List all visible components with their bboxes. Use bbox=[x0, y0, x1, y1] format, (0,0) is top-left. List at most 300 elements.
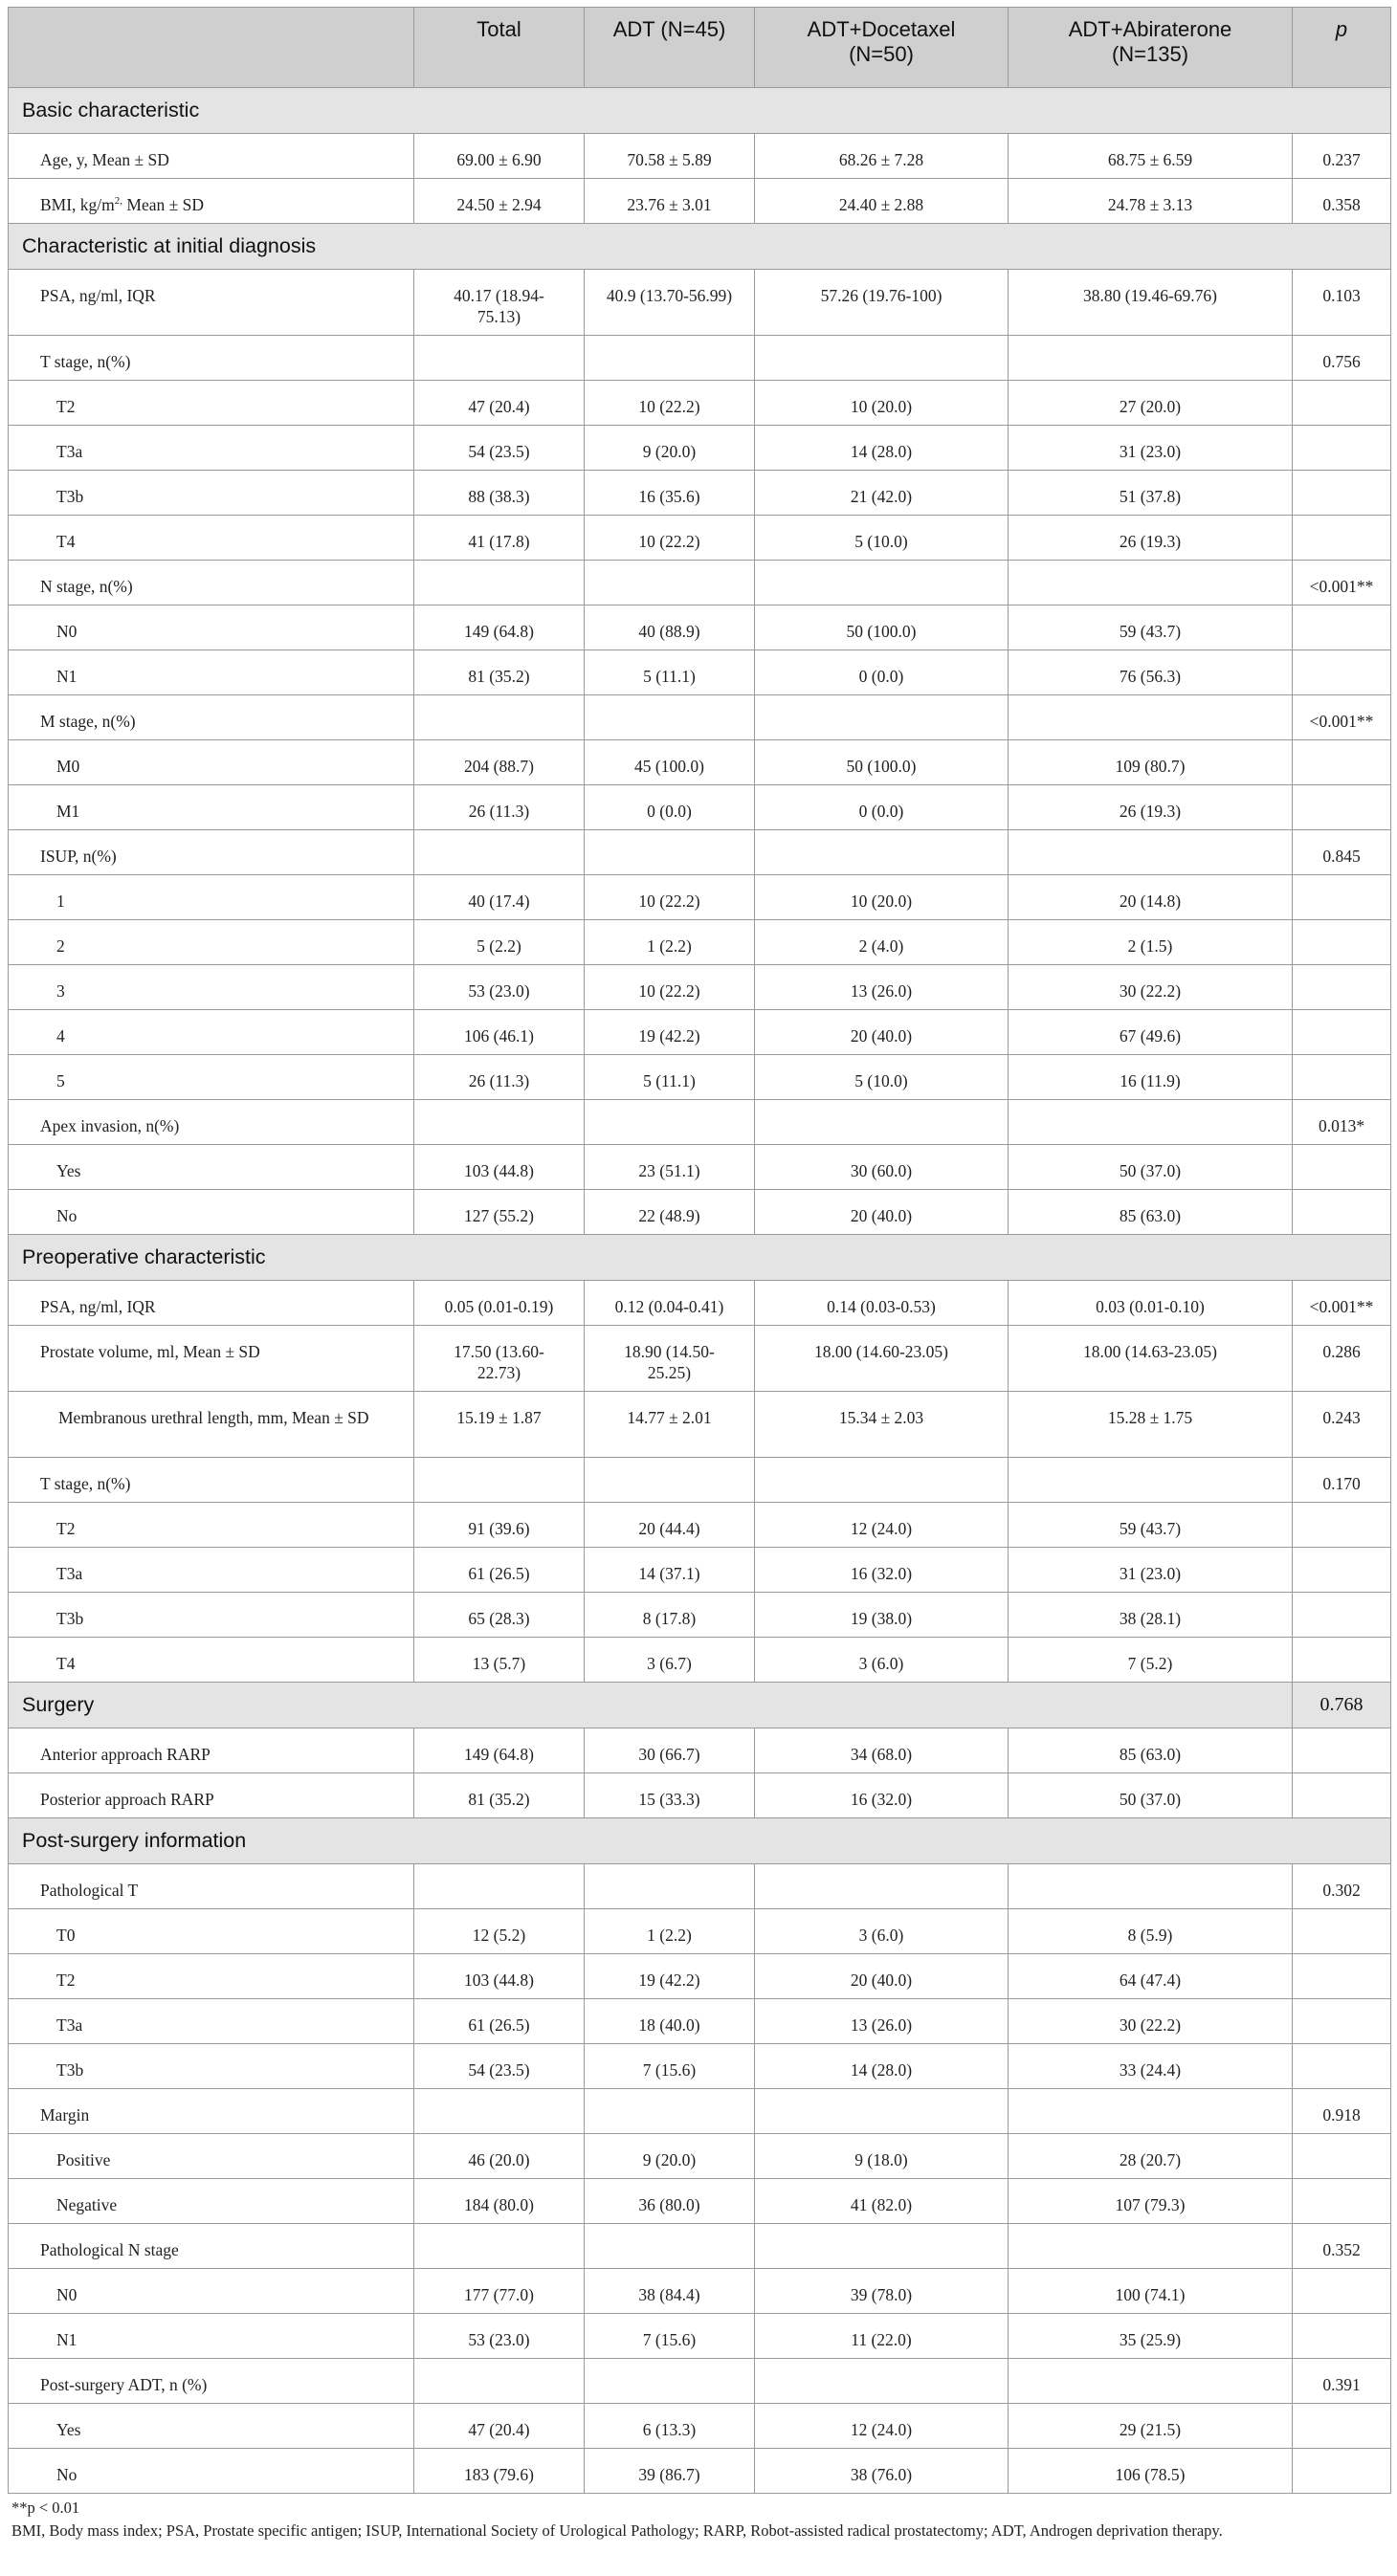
cell-adt-abiraterone: 26 (19.3) bbox=[1009, 516, 1293, 561]
row-label: M stage, n(%) bbox=[9, 695, 414, 740]
row-label: ISUP, n(%) bbox=[9, 830, 414, 875]
table-row bbox=[9, 2089, 1391, 2134]
row-label: Pathological T bbox=[9, 1864, 414, 1909]
cell-adt-abiraterone bbox=[1009, 1100, 1293, 1145]
cell-p-value bbox=[1293, 740, 1391, 785]
table-row bbox=[9, 830, 1391, 875]
cell-p-value bbox=[1293, 1954, 1391, 1999]
cell-adt-docetaxel: 3 (6.0) bbox=[755, 1638, 1009, 1683]
header-adt-abiraterone: ADT+Abiraterone (N=135) bbox=[1009, 8, 1293, 88]
cell-total: 26 (11.3) bbox=[414, 785, 585, 830]
header-p-value: p bbox=[1293, 8, 1391, 88]
row-label: 3 bbox=[9, 965, 414, 1010]
row-label: T3b bbox=[9, 2044, 414, 2089]
cell-adt: 9 (20.0) bbox=[585, 426, 755, 471]
cell-p-value: 0.170 bbox=[1293, 1458, 1391, 1503]
cell-adt-docetaxel: 14 (28.0) bbox=[755, 2044, 1009, 2089]
cell-total bbox=[414, 1100, 585, 1145]
cell-p-value bbox=[1293, 1909, 1391, 1954]
cell-adt: 39 (86.7) bbox=[585, 2449, 755, 2494]
table-row bbox=[9, 2449, 1391, 2494]
characteristics-table bbox=[8, 7, 1391, 2494]
cell-p-value bbox=[1293, 381, 1391, 426]
cell-total: 13 (5.7) bbox=[414, 1638, 585, 1683]
cell-p-value bbox=[1293, 2044, 1391, 2089]
cell-adt-abiraterone: 67 (49.6) bbox=[1009, 1010, 1293, 1055]
row-label: T3a bbox=[9, 1548, 414, 1593]
cell-adt-docetaxel bbox=[755, 2224, 1009, 2269]
cell-adt: 40.9 (13.70-56.99) bbox=[585, 270, 755, 336]
cell-adt-abiraterone: 26 (19.3) bbox=[1009, 785, 1293, 830]
cell-adt: 5 (11.1) bbox=[585, 650, 755, 695]
table-row bbox=[9, 965, 1391, 1010]
cell-adt-abiraterone: 2 (1.5) bbox=[1009, 920, 1293, 965]
cell-adt-docetaxel: 2 (4.0) bbox=[755, 920, 1009, 965]
row-label: N stage, n(%) bbox=[9, 561, 414, 605]
cell-adt-abiraterone bbox=[1009, 1458, 1293, 1503]
cell-adt-docetaxel bbox=[755, 1100, 1009, 1145]
cell-adt-docetaxel bbox=[755, 2089, 1009, 2134]
cell-adt-abiraterone: 35 (25.9) bbox=[1009, 2314, 1293, 2359]
table-row bbox=[9, 561, 1391, 605]
cell-adt: 22 (48.9) bbox=[585, 1190, 755, 1235]
cell-total: 103 (44.8) bbox=[414, 1954, 585, 1999]
cell-p-value bbox=[1293, 1055, 1391, 1100]
cell-adt-docetaxel: 21 (42.0) bbox=[755, 471, 1009, 516]
cell-adt-abiraterone: 109 (80.7) bbox=[1009, 740, 1293, 785]
table-row bbox=[9, 2179, 1391, 2224]
cell-adt-docetaxel: 13 (26.0) bbox=[755, 965, 1009, 1010]
cell-p-value bbox=[1293, 516, 1391, 561]
section-p-value: 0.768 bbox=[1293, 1683, 1391, 1728]
cell-adt-abiraterone bbox=[1009, 561, 1293, 605]
table-row bbox=[9, 179, 1391, 224]
cell-adt-abiraterone bbox=[1009, 2089, 1293, 2134]
table-row bbox=[9, 1458, 1391, 1503]
row-label: Positive bbox=[9, 2134, 414, 2179]
section-title: Basic characteristic bbox=[9, 88, 1391, 134]
table-row bbox=[9, 785, 1391, 830]
row-label-suffix: Mean ± SD bbox=[122, 195, 204, 214]
cell-total bbox=[414, 2359, 585, 2404]
table-row bbox=[9, 1392, 1391, 1458]
cell-adt: 15 (33.3) bbox=[585, 1773, 755, 1818]
cell-adt-docetaxel: 10 (20.0) bbox=[755, 381, 1009, 426]
cell-adt: 70.58 ± 5.89 bbox=[585, 134, 755, 179]
cell-p-value bbox=[1293, 2179, 1391, 2224]
table-row bbox=[9, 695, 1391, 740]
cell-adt: 7 (15.6) bbox=[585, 2044, 755, 2089]
row-label: T3a bbox=[9, 1999, 414, 2044]
cell-adt-docetaxel bbox=[755, 2359, 1009, 2404]
cell-adt-abiraterone: 29 (21.5) bbox=[1009, 2404, 1293, 2449]
cell-total: 61 (26.5) bbox=[414, 1548, 585, 1593]
cell-adt-abiraterone: 16 (11.9) bbox=[1009, 1055, 1293, 1100]
table-row bbox=[9, 1954, 1391, 1999]
cell-p-value: 0.391 bbox=[1293, 2359, 1391, 2404]
cell-adt-abiraterone: 85 (63.0) bbox=[1009, 1190, 1293, 1235]
row-label: Negative bbox=[9, 2179, 414, 2224]
cell-adt bbox=[585, 695, 755, 740]
cell-adt bbox=[585, 336, 755, 381]
row-label: 4 bbox=[9, 1010, 414, 1055]
cell-adt: 10 (22.2) bbox=[585, 516, 755, 561]
cell-p-value bbox=[1293, 1010, 1391, 1055]
cell-adt bbox=[585, 830, 755, 875]
table-row bbox=[9, 516, 1391, 561]
cell-adt-docetaxel: 19 (38.0) bbox=[755, 1593, 1009, 1638]
cell-adt-docetaxel: 14 (28.0) bbox=[755, 426, 1009, 471]
cell-adt-abiraterone: 7 (5.2) bbox=[1009, 1638, 1293, 1683]
cell-adt: 8 (17.8) bbox=[585, 1593, 755, 1638]
row-label: 1 bbox=[9, 875, 414, 920]
cell-adt-docetaxel: 13 (26.0) bbox=[755, 1999, 1009, 2044]
cell-p-value bbox=[1293, 426, 1391, 471]
table-row bbox=[9, 1638, 1391, 1683]
cell-adt: 3 (6.7) bbox=[585, 1638, 755, 1683]
section-title: Surgery bbox=[9, 1683, 1293, 1728]
cell-p-value: <0.001** bbox=[1293, 695, 1391, 740]
cell-adt-abiraterone: 59 (43.7) bbox=[1009, 605, 1293, 650]
cell-total: 5 (2.2) bbox=[414, 920, 585, 965]
cell-adt-abiraterone bbox=[1009, 2224, 1293, 2269]
cell-adt-abiraterone: 0.03 (0.01-0.10) bbox=[1009, 1281, 1293, 1326]
table-row bbox=[9, 2269, 1391, 2314]
row-label: No bbox=[9, 2449, 414, 2494]
cell-total bbox=[414, 695, 585, 740]
row-label: Age, y, Mean ± SD bbox=[9, 134, 414, 179]
cell-adt-abiraterone: 100 (74.1) bbox=[1009, 2269, 1293, 2314]
row-label: Prostate volume, ml, Mean ± SD bbox=[9, 1326, 414, 1392]
row-label: Post-surgery ADT, n (%) bbox=[9, 2359, 414, 2404]
cell-p-value: 0.286 bbox=[1293, 1326, 1391, 1392]
footnote-abbreviations: BMI, Body mass index; PSA, Prostate specific antigen; ISUP, International Society of Urological Pathology; RARP, Robot-assisted radical prostatectomy; ADT, Androgen deprivation therapy. bbox=[11, 2521, 1223, 2540]
cell-adt: 30 (66.7) bbox=[585, 1728, 755, 1773]
cell-adt-docetaxel: 20 (40.0) bbox=[755, 1190, 1009, 1235]
cell-total bbox=[414, 1458, 585, 1503]
cell-p-value bbox=[1293, 1728, 1391, 1773]
table-row bbox=[9, 1100, 1391, 1145]
table-row bbox=[9, 426, 1391, 471]
cell-adt-abiraterone: 15.28 ± 1.75 bbox=[1009, 1392, 1293, 1458]
cell-adt-docetaxel: 5 (10.0) bbox=[755, 516, 1009, 561]
cell-adt: 19 (42.2) bbox=[585, 1954, 755, 1999]
cell-total: 184 (80.0) bbox=[414, 2179, 585, 2224]
cell-p-value bbox=[1293, 471, 1391, 516]
cell-adt-docetaxel: 0 (0.0) bbox=[755, 785, 1009, 830]
cell-total: 88 (38.3) bbox=[414, 471, 585, 516]
row-label: T3a bbox=[9, 426, 414, 471]
cell-adt-abiraterone: 24.78 ± 3.13 bbox=[1009, 179, 1293, 224]
cell-adt-docetaxel: 57.26 (19.76-100) bbox=[755, 270, 1009, 336]
row-label: 5 bbox=[9, 1055, 414, 1100]
row-label: T3b bbox=[9, 471, 414, 516]
header-row bbox=[9, 8, 1391, 88]
cell-adt: 16 (35.6) bbox=[585, 471, 755, 516]
cell-total: 69.00 ± 6.90 bbox=[414, 134, 585, 179]
cell-adt-abiraterone bbox=[1009, 336, 1293, 381]
cell-adt-abiraterone: 85 (63.0) bbox=[1009, 1728, 1293, 1773]
cell-p-value bbox=[1293, 605, 1391, 650]
cell-adt: 20 (44.4) bbox=[585, 1503, 755, 1548]
cell-adt-abiraterone: 50 (37.0) bbox=[1009, 1773, 1293, 1818]
cell-total: 81 (35.2) bbox=[414, 650, 585, 695]
section-row bbox=[9, 1683, 1391, 1728]
row-label: PSA, ng/ml, IQR bbox=[9, 1281, 414, 1326]
cell-adt-abiraterone: 76 (56.3) bbox=[1009, 650, 1293, 695]
cell-p-value bbox=[1293, 1145, 1391, 1190]
cell-adt-abiraterone: 38 (28.1) bbox=[1009, 1593, 1293, 1638]
cell-total: 24.50 ± 2.94 bbox=[414, 179, 585, 224]
cell-adt: 0.12 (0.04-0.41) bbox=[585, 1281, 755, 1326]
row-label: Apex invasion, n(%) bbox=[9, 1100, 414, 1145]
cell-total: 127 (55.2) bbox=[414, 1190, 585, 1235]
row-label bbox=[9, 179, 414, 224]
cell-adt: 18.90 (14.50-25.25) bbox=[585, 1326, 755, 1392]
cell-adt bbox=[585, 1864, 755, 1909]
cell-total: 106 (46.1) bbox=[414, 1010, 585, 1055]
cell-adt: 38 (84.4) bbox=[585, 2269, 755, 2314]
cell-total bbox=[414, 336, 585, 381]
row-label: N0 bbox=[9, 605, 414, 650]
table-row bbox=[9, 270, 1391, 336]
cell-p-value bbox=[1293, 650, 1391, 695]
row-label: N1 bbox=[9, 650, 414, 695]
cell-adt-abiraterone: 8 (5.9) bbox=[1009, 1909, 1293, 1954]
cell-adt-docetaxel bbox=[755, 1458, 1009, 1503]
table-row bbox=[9, 605, 1391, 650]
cell-adt-abiraterone: 51 (37.8) bbox=[1009, 471, 1293, 516]
cell-p-value: <0.001** bbox=[1293, 561, 1391, 605]
row-label: T2 bbox=[9, 1503, 414, 1548]
cell-adt-docetaxel: 24.40 ± 2.88 bbox=[755, 179, 1009, 224]
cell-adt-docetaxel: 18.00 (14.60-23.05) bbox=[755, 1326, 1009, 1392]
cell-p-value bbox=[1293, 2404, 1391, 2449]
cell-adt-abiraterone: 18.00 (14.63-23.05) bbox=[1009, 1326, 1293, 1392]
cell-adt-docetaxel: 0 (0.0) bbox=[755, 650, 1009, 695]
table-row bbox=[9, 381, 1391, 426]
cell-adt: 9 (20.0) bbox=[585, 2134, 755, 2179]
cell-adt-abiraterone: 68.75 ± 6.59 bbox=[1009, 134, 1293, 179]
header-label bbox=[9, 8, 414, 88]
row-label: T stage, n(%) bbox=[9, 1458, 414, 1503]
cell-adt-docetaxel: 30 (60.0) bbox=[755, 1145, 1009, 1190]
cell-total: 54 (23.5) bbox=[414, 426, 585, 471]
table-row bbox=[9, 471, 1391, 516]
table-row bbox=[9, 1864, 1391, 1909]
row-label: N1 bbox=[9, 2314, 414, 2359]
cell-adt-docetaxel: 10 (20.0) bbox=[755, 875, 1009, 920]
cell-adt: 23 (51.1) bbox=[585, 1145, 755, 1190]
cell-p-value bbox=[1293, 2314, 1391, 2359]
cell-adt bbox=[585, 2224, 755, 2269]
cell-total: 0.05 (0.01-0.19) bbox=[414, 1281, 585, 1326]
table-row bbox=[9, 1999, 1391, 2044]
table-row bbox=[9, 1503, 1391, 1548]
cell-total: 149 (64.8) bbox=[414, 605, 585, 650]
cell-total: 54 (23.5) bbox=[414, 2044, 585, 2089]
superscript: 2, bbox=[114, 195, 123, 208]
cell-adt: 0 (0.0) bbox=[585, 785, 755, 830]
cell-adt: 1 (2.2) bbox=[585, 920, 755, 965]
row-label: 2 bbox=[9, 920, 414, 965]
cell-adt-abiraterone: 31 (23.0) bbox=[1009, 426, 1293, 471]
table-row bbox=[9, 1728, 1391, 1773]
cell-adt-abiraterone: 28 (20.7) bbox=[1009, 2134, 1293, 2179]
cell-adt-docetaxel: 12 (24.0) bbox=[755, 2404, 1009, 2449]
row-label: Yes bbox=[9, 2404, 414, 2449]
cell-adt-docetaxel: 16 (32.0) bbox=[755, 1548, 1009, 1593]
cell-adt-docetaxel: 38 (76.0) bbox=[755, 2449, 1009, 2494]
cell-p-value: <0.001** bbox=[1293, 1281, 1391, 1326]
cell-adt: 19 (42.2) bbox=[585, 1010, 755, 1055]
table-row bbox=[9, 875, 1391, 920]
cell-adt-abiraterone: 59 (43.7) bbox=[1009, 1503, 1293, 1548]
cell-p-value bbox=[1293, 1773, 1391, 1818]
row-label: T4 bbox=[9, 516, 414, 561]
cell-adt: 1 (2.2) bbox=[585, 1909, 755, 1954]
footnotes bbox=[8, 2497, 1390, 2543]
cell-adt-docetaxel bbox=[755, 1864, 1009, 1909]
cell-adt-abiraterone: 20 (14.8) bbox=[1009, 875, 1293, 920]
table-row bbox=[9, 920, 1391, 965]
row-label: Anterior approach RARP bbox=[9, 1728, 414, 1773]
cell-adt bbox=[585, 1100, 755, 1145]
cell-adt-docetaxel: 15.34 ± 2.03 bbox=[755, 1392, 1009, 1458]
cell-total: 26 (11.3) bbox=[414, 1055, 585, 1100]
cell-adt-abiraterone: 106 (78.5) bbox=[1009, 2449, 1293, 2494]
row-label: M1 bbox=[9, 785, 414, 830]
row-label: Membranous urethral length, mm, Mean ± SD bbox=[9, 1392, 414, 1458]
table-row bbox=[9, 1145, 1391, 1190]
row-label: M0 bbox=[9, 740, 414, 785]
footnote-significance: **p < 0.01 bbox=[11, 2499, 80, 2517]
cell-total bbox=[414, 2224, 585, 2269]
section-title: Characteristic at initial diagnosis bbox=[9, 224, 1391, 270]
cell-adt-abiraterone: 30 (22.2) bbox=[1009, 965, 1293, 1010]
cell-adt: 6 (13.3) bbox=[585, 2404, 755, 2449]
cell-p-value bbox=[1293, 875, 1391, 920]
header-total: Total bbox=[414, 8, 585, 88]
cell-p-value bbox=[1293, 2134, 1391, 2179]
row-label: N0 bbox=[9, 2269, 414, 2314]
cell-total: 15.19 ± 1.87 bbox=[414, 1392, 585, 1458]
cell-adt-abiraterone: 30 (22.2) bbox=[1009, 1999, 1293, 2044]
cell-p-value bbox=[1293, 1190, 1391, 1235]
cell-adt: 10 (22.2) bbox=[585, 875, 755, 920]
cell-adt: 18 (40.0) bbox=[585, 1999, 755, 2044]
cell-p-value bbox=[1293, 2269, 1391, 2314]
cell-adt: 14 (37.1) bbox=[585, 1548, 755, 1593]
cell-p-value: 0.918 bbox=[1293, 2089, 1391, 2134]
table-row bbox=[9, 1909, 1391, 1954]
cell-adt-abiraterone bbox=[1009, 695, 1293, 740]
cell-adt-docetaxel: 5 (10.0) bbox=[755, 1055, 1009, 1100]
table-row bbox=[9, 1773, 1391, 1818]
cell-total bbox=[414, 830, 585, 875]
cell-adt-docetaxel: 12 (24.0) bbox=[755, 1503, 1009, 1548]
cell-adt-docetaxel bbox=[755, 561, 1009, 605]
cell-adt-abiraterone: 107 (79.3) bbox=[1009, 2179, 1293, 2224]
cell-adt-docetaxel bbox=[755, 695, 1009, 740]
cell-p-value bbox=[1293, 965, 1391, 1010]
cell-total: 53 (23.0) bbox=[414, 2314, 585, 2359]
row-label: T2 bbox=[9, 1954, 414, 1999]
cell-adt-abiraterone bbox=[1009, 830, 1293, 875]
cell-p-value bbox=[1293, 1548, 1391, 1593]
cell-p-value: 0.358 bbox=[1293, 179, 1391, 224]
cell-p-value: 0.756 bbox=[1293, 336, 1391, 381]
table-container bbox=[8, 7, 1390, 2543]
cell-p-value bbox=[1293, 1638, 1391, 1683]
cell-total: 61 (26.5) bbox=[414, 1999, 585, 2044]
cell-adt-docetaxel bbox=[755, 336, 1009, 381]
section-title: Preoperative characteristic bbox=[9, 1235, 1391, 1281]
cell-p-value: 0.237 bbox=[1293, 134, 1391, 179]
cell-adt: 14.77 ± 2.01 bbox=[585, 1392, 755, 1458]
cell-adt-abiraterone: 64 (47.4) bbox=[1009, 1954, 1293, 1999]
cell-adt bbox=[585, 2359, 755, 2404]
table-row bbox=[9, 134, 1391, 179]
cell-total: 12 (5.2) bbox=[414, 1909, 585, 1954]
section-title: Post-surgery information bbox=[9, 1818, 1391, 1864]
cell-adt-abiraterone: 38.80 (19.46-69.76) bbox=[1009, 270, 1293, 336]
section-row bbox=[9, 88, 1391, 134]
cell-adt bbox=[585, 1458, 755, 1503]
table-row bbox=[9, 740, 1391, 785]
table-row bbox=[9, 1010, 1391, 1055]
cell-total: 46 (20.0) bbox=[414, 2134, 585, 2179]
cell-adt-abiraterone: 27 (20.0) bbox=[1009, 381, 1293, 426]
cell-total: 183 (79.6) bbox=[414, 2449, 585, 2494]
table-row bbox=[9, 2359, 1391, 2404]
cell-p-value bbox=[1293, 1503, 1391, 1548]
cell-adt: 45 (100.0) bbox=[585, 740, 755, 785]
table-row bbox=[9, 1281, 1391, 1326]
cell-adt-docetaxel: 3 (6.0) bbox=[755, 1909, 1009, 1954]
table-row bbox=[9, 1190, 1391, 1235]
section-row bbox=[9, 1235, 1391, 1281]
cell-adt-docetaxel: 20 (40.0) bbox=[755, 1010, 1009, 1055]
cell-p-value: 0.013* bbox=[1293, 1100, 1391, 1145]
cell-total bbox=[414, 2089, 585, 2134]
cell-adt: 23.76 ± 3.01 bbox=[585, 179, 755, 224]
table-body bbox=[9, 88, 1391, 2494]
cell-total: 40 (17.4) bbox=[414, 875, 585, 920]
row-label: Yes bbox=[9, 1145, 414, 1190]
table-row bbox=[9, 2134, 1391, 2179]
cell-adt-abiraterone: 31 (23.0) bbox=[1009, 1548, 1293, 1593]
cell-p-value: 0.243 bbox=[1293, 1392, 1391, 1458]
cell-adt-docetaxel: 50 (100.0) bbox=[755, 605, 1009, 650]
header-adt: ADT (N=45) bbox=[585, 8, 755, 88]
cell-total bbox=[414, 561, 585, 605]
row-label: T2 bbox=[9, 381, 414, 426]
cell-total bbox=[414, 1864, 585, 1909]
row-label: Pathological N stage bbox=[9, 2224, 414, 2269]
cell-adt-abiraterone bbox=[1009, 2359, 1293, 2404]
row-label-text: BMI, kg/m bbox=[40, 195, 115, 214]
cell-total: 47 (20.4) bbox=[414, 2404, 585, 2449]
table-row bbox=[9, 1548, 1391, 1593]
table-row bbox=[9, 2314, 1391, 2359]
cell-p-value bbox=[1293, 1999, 1391, 2044]
cell-adt-docetaxel: 68.26 ± 7.28 bbox=[755, 134, 1009, 179]
cell-p-value bbox=[1293, 785, 1391, 830]
cell-adt-docetaxel: 41 (82.0) bbox=[755, 2179, 1009, 2224]
cell-total: 65 (28.3) bbox=[414, 1593, 585, 1638]
table-row bbox=[9, 2224, 1391, 2269]
